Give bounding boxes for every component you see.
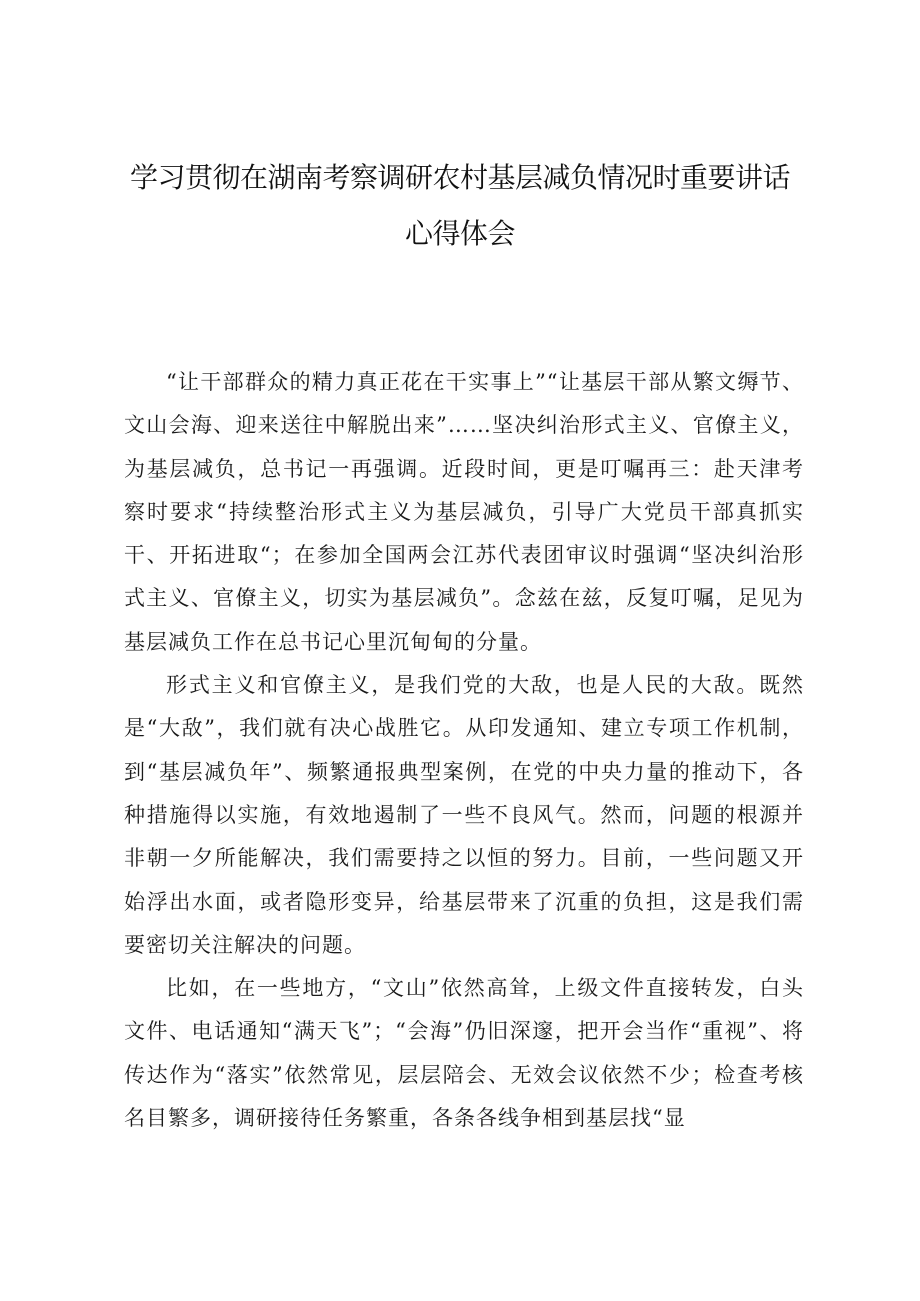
title-line-2: 心得体会 [404, 217, 515, 250]
paragraph-2: 形式主义和官僚主义，是我们党的大敌，也是人民的大敌。既然是“大敌”，我们就有决心战胜它。从印发通知、建立专项工作机制，到“基层减负年”、频繁通报典型案例，在党的中央力量的推动下，各种措施得以实施，有效地遏制了一些不良风气。然而，问题的根源并非朝一夕所能解决，我们需要持之以恒的努力。目前，一些问题又开始浮出水面，或者隐形变异，给基层带来了沉重的负担，这是我们需要密切关注解决的问题。 [124, 673, 804, 957]
document-title [100, 150, 820, 262]
paragraph-3: 比如，在一些地方，“文山”依然高耸，上级文件直接转发，白头文件、电话通知“满天飞”；“会海”仍旧深邃，把开会当作“重视”、将传达作为“落实”依然常见，层层陪会、无效会议依然不少；检查考核名目繁多，调研接待任务繁重，各条各线争相到基层找“显 [124, 976, 804, 1131]
paragraph-1: “让干部群众的精力真正花在干实事上”“让基层干部从繁文缛节、文山会海、迎来送往中解脱出来”……坚决纠治形式主义、官僚主义，为基层减负，总书记一再强调。近段时间，更是叮嘱再三：赴天津考察时要求“持续整治形式主义为基层减负，引导广大党员干部真抓实干、开拓进取“；在参加全国两会江苏代表团审议时强调“坚决纠治形式主义、官僚主义，切实为基层减负”。念兹在兹，反复叮嘱，足见为基层减负工作在总书记心里沉甸甸的分量。 [124, 370, 804, 654]
title-line-1: 学习贯彻在湖南考察调研农村基层减负情况时重要讲话 [129, 161, 790, 194]
document-body [124, 361, 804, 1140]
